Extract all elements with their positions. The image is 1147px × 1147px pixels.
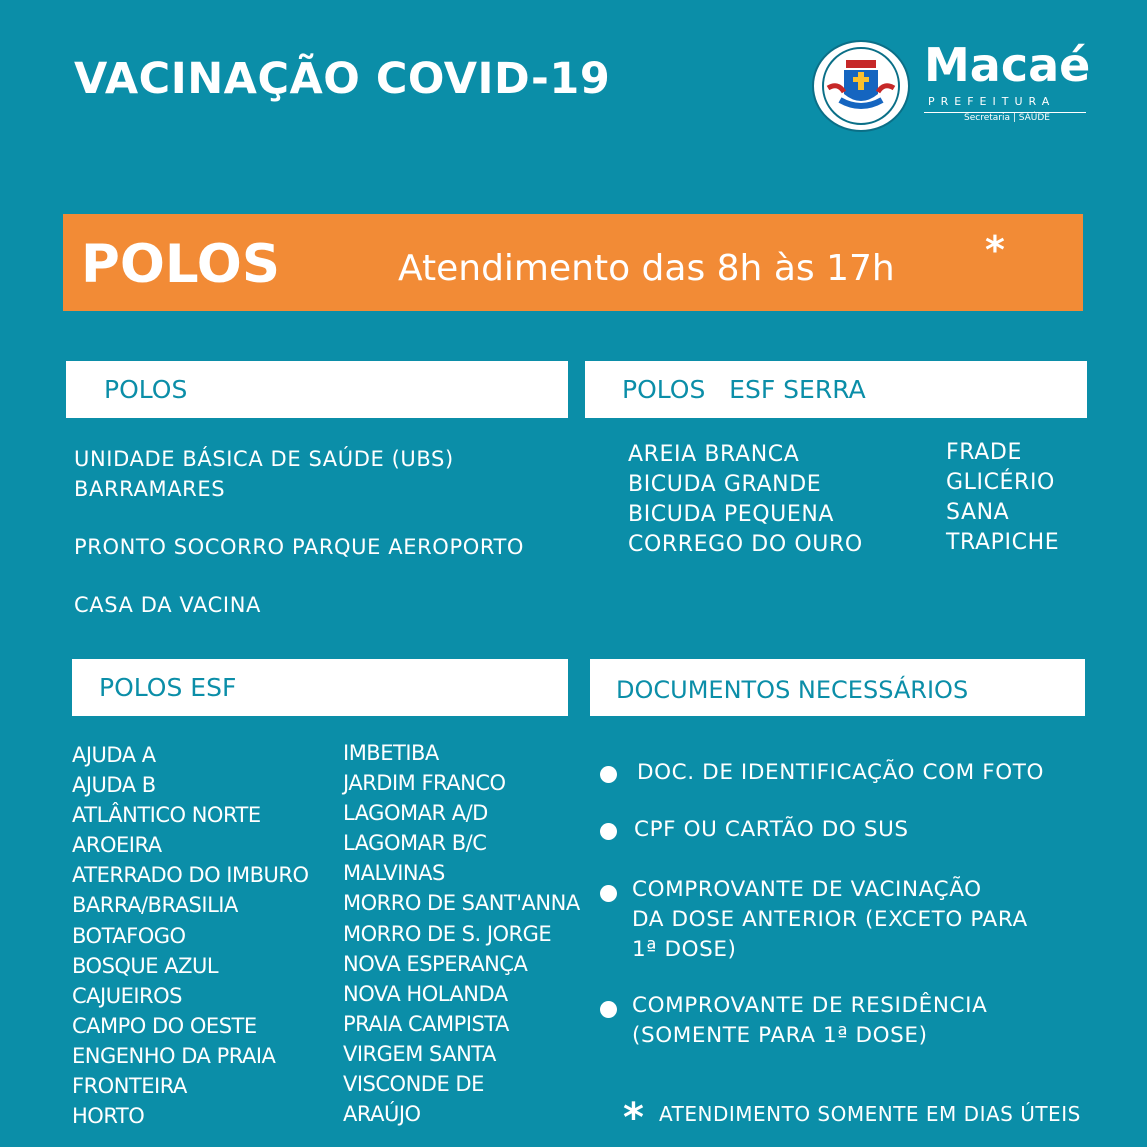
polos-list bbox=[74, 444, 524, 620]
footer-asterisk: * bbox=[623, 1095, 644, 1141]
macae-logo bbox=[812, 40, 1112, 135]
list-item: AJUDA B bbox=[72, 773, 156, 798]
city-seal-icon bbox=[812, 40, 910, 132]
list-item: ATERRADO DO IMBURO bbox=[72, 863, 309, 888]
list-item: SANA bbox=[946, 500, 1010, 525]
doc-line: COMPROVANTE DE VACINAÇÃO bbox=[632, 877, 982, 902]
logo-department: Secretaria | SAÚDE bbox=[964, 113, 1050, 123]
doc-line: 1ª DOSE) bbox=[632, 937, 737, 962]
bullet-icon bbox=[600, 885, 617, 902]
list-item: FRADE bbox=[946, 440, 1022, 465]
esf-list-col1 bbox=[72, 740, 309, 1131]
polos-header-box bbox=[66, 361, 568, 418]
footer-note: ATENDIMENTO SOMENTE EM DIAS ÚTEIS bbox=[659, 1102, 1081, 1126]
list-item: FRONTEIRA bbox=[72, 1074, 187, 1099]
list-item: AROEIRA bbox=[72, 833, 162, 858]
doc-line: DA DOSE ANTERIOR (EXCETO PARA bbox=[632, 907, 1028, 932]
hours-banner bbox=[63, 214, 1083, 311]
list-item: JARDIM FRANCO bbox=[343, 771, 506, 796]
list-item: GLICÉRIO bbox=[946, 470, 1055, 495]
list-item: LAGOMAR B/C bbox=[343, 831, 487, 856]
list-item: VISCONDE DE bbox=[343, 1072, 484, 1097]
bullet-icon bbox=[600, 1001, 617, 1018]
list-item: NOVA ESPERANÇA bbox=[343, 951, 528, 976]
serra-list-col1 bbox=[628, 440, 863, 560]
list-item: BOTAFOGO bbox=[72, 923, 186, 948]
logo-subtitle: PREFEITURA bbox=[928, 95, 1056, 108]
list-item: BARRA/BRASILIA bbox=[72, 893, 238, 918]
list-item: HORTO bbox=[72, 1104, 145, 1129]
list-item: CAJUEIROS bbox=[72, 983, 183, 1008]
list-item: CAMPO DO OESTE bbox=[72, 1013, 257, 1038]
list-item: PRONTO SOCORRO PARQUE AEROPORTO bbox=[74, 535, 525, 559]
doc-line: (SOMENTE PARA 1ª DOSE) bbox=[632, 1023, 928, 1048]
list-item: BICUDA GRANDE bbox=[628, 472, 822, 497]
list-item: VIRGEM SANTA bbox=[343, 1041, 496, 1066]
bullet-icon bbox=[600, 823, 617, 840]
serra-header-box bbox=[585, 361, 1087, 418]
list-item: MORRO DE SANT'ANNA bbox=[343, 891, 580, 916]
esf-list-col2 bbox=[343, 738, 580, 1129]
polos-header: POLOS bbox=[104, 375, 188, 404]
list-item: UNIDADE BÁSICA DE SAÚDE (UBS) bbox=[74, 447, 454, 471]
list-item: BOSQUE AZUL bbox=[72, 953, 219, 978]
list-item: CASA DA VACINA bbox=[74, 593, 261, 617]
banner-asterisk: * bbox=[985, 228, 1005, 272]
docs-header-box bbox=[590, 659, 1085, 716]
list-item: AREIA BRANCA bbox=[628, 442, 800, 467]
list-item: TRAPICHE bbox=[946, 530, 1060, 555]
list-item: PRAIA CAMPISTA bbox=[343, 1011, 509, 1036]
list-item: ARAÚJO bbox=[343, 1102, 421, 1127]
list-item: IMBETIBA bbox=[343, 741, 439, 765]
list-item: BICUDA PEQUENA bbox=[628, 502, 835, 527]
list-item: AJUDA A bbox=[72, 743, 156, 767]
list-item: BARRAMARES bbox=[74, 477, 226, 501]
docs-header: DOCUMENTOS NECESSÁRIOS bbox=[616, 676, 969, 704]
list-item: ATLÂNTICO NORTE bbox=[72, 803, 261, 828]
list-item: MALVINAS bbox=[343, 861, 445, 886]
doc-line: CPF OU CARTÃO DO SUS bbox=[634, 817, 909, 842]
serra-list-col2 bbox=[946, 438, 1059, 558]
list-item: ENGENHO DA PRAIA bbox=[72, 1043, 276, 1068]
bullet-icon bbox=[600, 766, 617, 783]
esf-header-box bbox=[72, 659, 568, 716]
banner-title: POLOS bbox=[81, 234, 281, 295]
logo-name: Macaé bbox=[924, 38, 1091, 92]
list-item: CORREGO DO OURO bbox=[628, 532, 863, 557]
banner-hours: Atendimento das 8h às 17h bbox=[398, 248, 895, 289]
list-item: LAGOMAR A/D bbox=[343, 801, 488, 826]
page-title: VACINAÇÃO COVID-19 bbox=[74, 54, 611, 104]
serra-header: POLOS ESF SERRA bbox=[622, 375, 866, 404]
list-item: NOVA HOLANDA bbox=[343, 981, 508, 1006]
doc-line: COMPROVANTE DE RESIDÊNCIA bbox=[632, 993, 988, 1018]
list-item: MORRO DE S. JORGE bbox=[343, 921, 552, 946]
esf-header: POLOS ESF bbox=[99, 673, 237, 702]
doc-line: DOC. DE IDENTIFICAÇÃO COM FOTO bbox=[637, 760, 1044, 785]
